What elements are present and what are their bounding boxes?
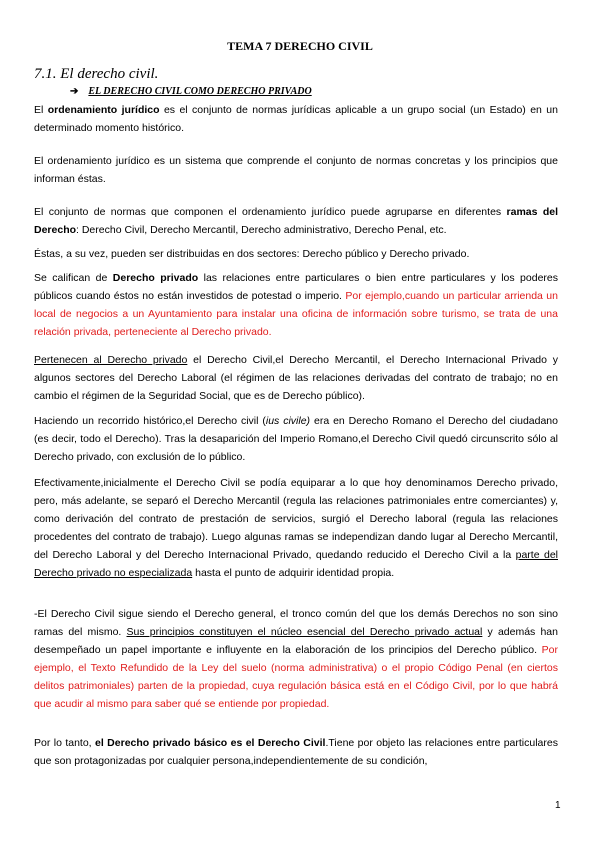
text: Se califican de [34,272,113,284]
paragraph-8 [34,474,558,582]
underlined-text: Sus principios constituyen el núcleo esencial del Derecho privado actual [126,626,483,638]
red-example-text: Por ejemplo, el Texto Refundido de la Ley del suelo (norma administrativa) o el propio Código Penal (en ciertos delitos patrimoniales) parten de la propiedad, cuya regulación básica está en el Código Civil, por lo que habrá que acudir al mismo para saber qué se entiende por propiedad. [34,644,558,710]
text: hasta el punto de adquirir identidad propia. [192,567,395,579]
text: : Derecho Civil, Derecho Mercantil, Derecho administrativo, Derecho Penal, etc. [76,224,447,236]
text: Por lo tanto, [34,737,96,749]
text: el Derecho Civil,el Derecho Mercantil, el Derecho Internacional Privado y algunos sectores del Derecho Laboral (el régimen de las relaciones derivadas del contrato de trabajo; no en cambio el régimen de la Seguridad Social, que es de Derecho público). [34,354,558,402]
subsection-heading: EL DERECHO CIVIL COMO DERECHO PRIVADO [88,86,312,97]
text: es el conjunto de normas jurídicas aplicable a un grupo social (un Estado) en un determinado momento histórico. [34,104,558,134]
bold-term: el Derecho privado básico es el Derecho Civil [95,737,326,749]
italic-term: ius civile) [265,415,311,427]
text: -El Derecho Civil sigue siendo el Derecho general, el tronco común del que los demás Derechos no son sino ramas del mismo. [34,608,558,638]
paragraph-9 [34,605,558,713]
paragraph-3 [34,203,558,239]
page-number: 1 [555,800,561,811]
text: las relaciones entre particulares o bien entre particulares y los poderes públicos cuando éstos no están investidos de potestad o imperio. [34,272,559,302]
subsection-heading-row [70,86,312,97]
document-title: TEMA 7 DERECHO CIVIL [227,39,373,53]
underlined-text: parte del Derecho privado no especializada [34,549,558,579]
paragraph-1 [34,101,558,137]
text: El conjunto de normas que componen el ordenamiento jurídico puede agruparse en diferentes [34,206,507,218]
bold-term: Derecho privado [112,272,199,284]
paragraph-5 [34,269,558,341]
text: Haciendo un recorrido histórico,el Derecho civil ( [34,415,266,427]
bold-term: ordenamiento jurídico [47,104,160,116]
paragraph-10 [34,734,558,770]
arrow-icon: ➔ [70,86,79,97]
red-example-text: Por ejemplo,cuando un particular arrienda un local de negocios a un Ayuntamiento para instalar una oficina de información sobre turismo, se trata de una relación privada, perteneciente al Derecho privado. [34,290,558,338]
text: era en Derecho Romano el Derecho del ciudadano (es decir, todo el Derecho). Tras la desaparición del Imperio Romano,el Derecho Civil quedó circunscrito sólo al Derecho privado, con exclusión de lo público. [34,415,558,463]
paragraph-2: El ordenamiento jurídico es un sistema que comprende el conjunto de normas concretas y los principios que informan éstas. [34,155,558,185]
paragraph-4: Éstas, a su vez, pueden ser distribuidas en dos sectores: Derecho público y Derecho privado. [34,248,470,260]
text: .Tiene por objeto las relaciones entre particulares que son protagonizadas por cualquier persona,independientemente de su condición, [34,737,558,767]
underlined-text: Pertenecen al Derecho privado [34,354,188,366]
paragraph-6 [34,351,558,405]
bold-term: ramas del Derecho [34,206,559,236]
section-heading: 7.1. El derecho civil. [34,66,159,82]
paragraph-7 [34,412,558,466]
text: Efectivamente,inicialmente el Derecho Civil se podía equiparar a lo que hoy denominamos Derecho privado, pero, más adelante, se separó el Derecho Mercantil (regula las relaciones patrimoniales entre comerciantes) y, como derivación del contrato de prestación de servicios, surgió el Derecho laboral (regula las relaciones procedentes del contrato de trabajo). Luego algunas ramas se independizan dando lugar al Derecho Mercantil, del Derecho Laboral y del Derecho Internacional Privado, quedando reducido el Derecho Civil a la [34,477,558,561]
text: y además han desempeñado un papel importante e influyente en la elaboración de los principios del Derecho público. [34,626,558,656]
text: El [34,104,48,116]
